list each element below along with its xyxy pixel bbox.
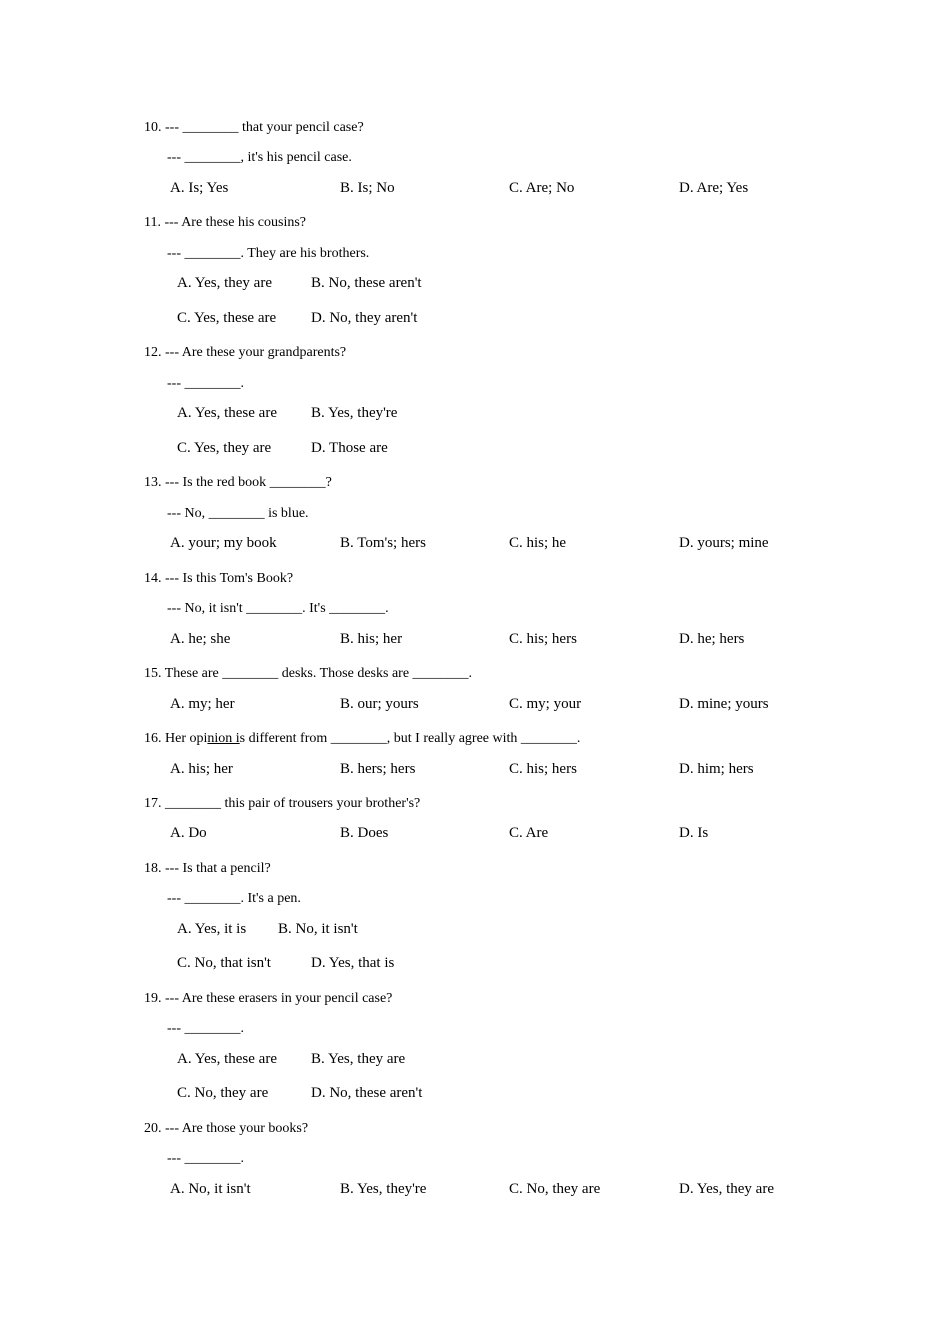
question-18-stem: 18. --- Is that a pencil?	[144, 861, 271, 876]
question-14-response: --- No, it isn't ________. It's ________.	[167, 601, 389, 616]
question-17-option-a: A. Do	[170, 825, 207, 841]
question-18-option-a: A. Yes, it is	[177, 921, 247, 937]
question-16-stem	[144, 732, 580, 746]
question-11-option-c: C. Yes, these are	[177, 310, 277, 326]
question-11-response: --- ________. They are his brothers.	[167, 246, 370, 261]
question-15-option-b: B. our; yours	[340, 696, 419, 712]
question-13-stem: 13. --- Is the red book ________?	[144, 475, 332, 490]
question-13-option-d: D. yours; mine	[679, 535, 769, 551]
question-10-response: --- ________, it's his pencil case.	[167, 150, 352, 165]
question-19-option-c: C. No, they are	[177, 1085, 269, 1101]
question-20-stem: 20. --- Are those your books?	[144, 1121, 309, 1136]
question-15-option-d: D. mine; yours	[679, 696, 769, 712]
question-17-option-c: C. Are	[509, 825, 549, 841]
question-19-option-b: B. Yes, they are	[311, 1051, 406, 1067]
question-16-stem-underlined: nion i	[207, 731, 240, 746]
question-14-option-d: D. he; hers	[679, 631, 745, 647]
question-11-option-a: A. Yes, they are	[177, 275, 272, 291]
question-19-option-a: A. Yes, these are	[177, 1051, 277, 1067]
question-14-option-c: C. his; hers	[509, 631, 577, 647]
question-19-stem: 19. --- Are these erasers in your pencil case?	[144, 991, 393, 1006]
question-10-option-a: A. Is; Yes	[170, 180, 229, 196]
question-18-option-c: C. No, that isn't	[177, 955, 271, 971]
question-16-option-c: C. his; hers	[509, 761, 577, 777]
question-18-response: --- ________. It's a pen.	[167, 891, 301, 906]
question-13-option-c: C. his; he	[509, 535, 567, 551]
question-20-option-b: B. Yes, they're	[340, 1181, 427, 1197]
question-12-option-a: A. Yes, these are	[177, 405, 277, 421]
question-11-option-b: B. No, these aren't	[311, 275, 422, 291]
question-20-option-c: C. No, they are	[509, 1181, 601, 1197]
question-17-option-d: D. Is	[679, 825, 709, 841]
question-12-option-c: C. Yes, they are	[177, 440, 272, 456]
question-20-option-a: A. No, it isn't	[170, 1181, 251, 1197]
question-15-option-a: A. my; her	[170, 696, 235, 712]
question-16-option-b: B. hers; hers	[340, 761, 416, 777]
question-18-option-d: D. Yes, that is	[311, 955, 395, 971]
question-12-option-d: D. Those are	[311, 440, 388, 456]
question-17-stem: 17. ________ this pair of trousers your brother's?	[144, 796, 421, 811]
question-14-option-a: A. he; she	[170, 631, 231, 647]
question-17-option-b: B. Does	[340, 825, 389, 841]
question-10-option-c: C. Are; No	[509, 180, 575, 196]
question-10-option-d: D. Are; Yes	[679, 180, 749, 196]
question-13-option-a: A. your; my book	[170, 535, 277, 551]
question-14-option-b: B. his; her	[340, 631, 403, 647]
question-13-response: --- No, ________ is blue.	[167, 506, 309, 521]
question-12-stem: 12. --- Are these your grandparents?	[144, 345, 347, 360]
question-12-option-b: B. Yes, they're	[311, 405, 398, 421]
question-15-option-c: C. my; your	[509, 696, 582, 712]
question-10-option-b: B. Is; No	[340, 180, 395, 196]
question-19-response: --- ________.	[167, 1021, 244, 1036]
question-16-stem-start: 16. Her opi	[144, 731, 208, 746]
question-20-option-d: D. Yes, they are	[679, 1181, 774, 1197]
question-13-option-b: B. Tom's; hers	[340, 535, 426, 551]
question-12-response: --- ________.	[167, 376, 244, 391]
question-20-response: --- ________.	[167, 1151, 244, 1166]
question-11-option-d: D. No, they aren't	[311, 310, 418, 326]
question-14-stem: 14. --- Is this Tom's Book?	[144, 571, 294, 586]
question-15-stem: 15. These are ________ desks. Those desks are ________.	[144, 666, 473, 681]
question-10-stem: 10. --- ________ that your pencil case?	[144, 120, 364, 135]
question-16-stem-end: s different from ________, but I really agree with ________.	[239, 731, 581, 746]
question-11-stem: 11. --- Are these his cousins?	[144, 215, 306, 230]
question-19-option-d: D. No, these aren't	[311, 1085, 423, 1101]
question-16-option-a: A. his; her	[170, 761, 233, 777]
question-16-option-d: D. him; hers	[679, 761, 754, 777]
question-18-option-b: B. No, it isn't	[278, 921, 358, 937]
